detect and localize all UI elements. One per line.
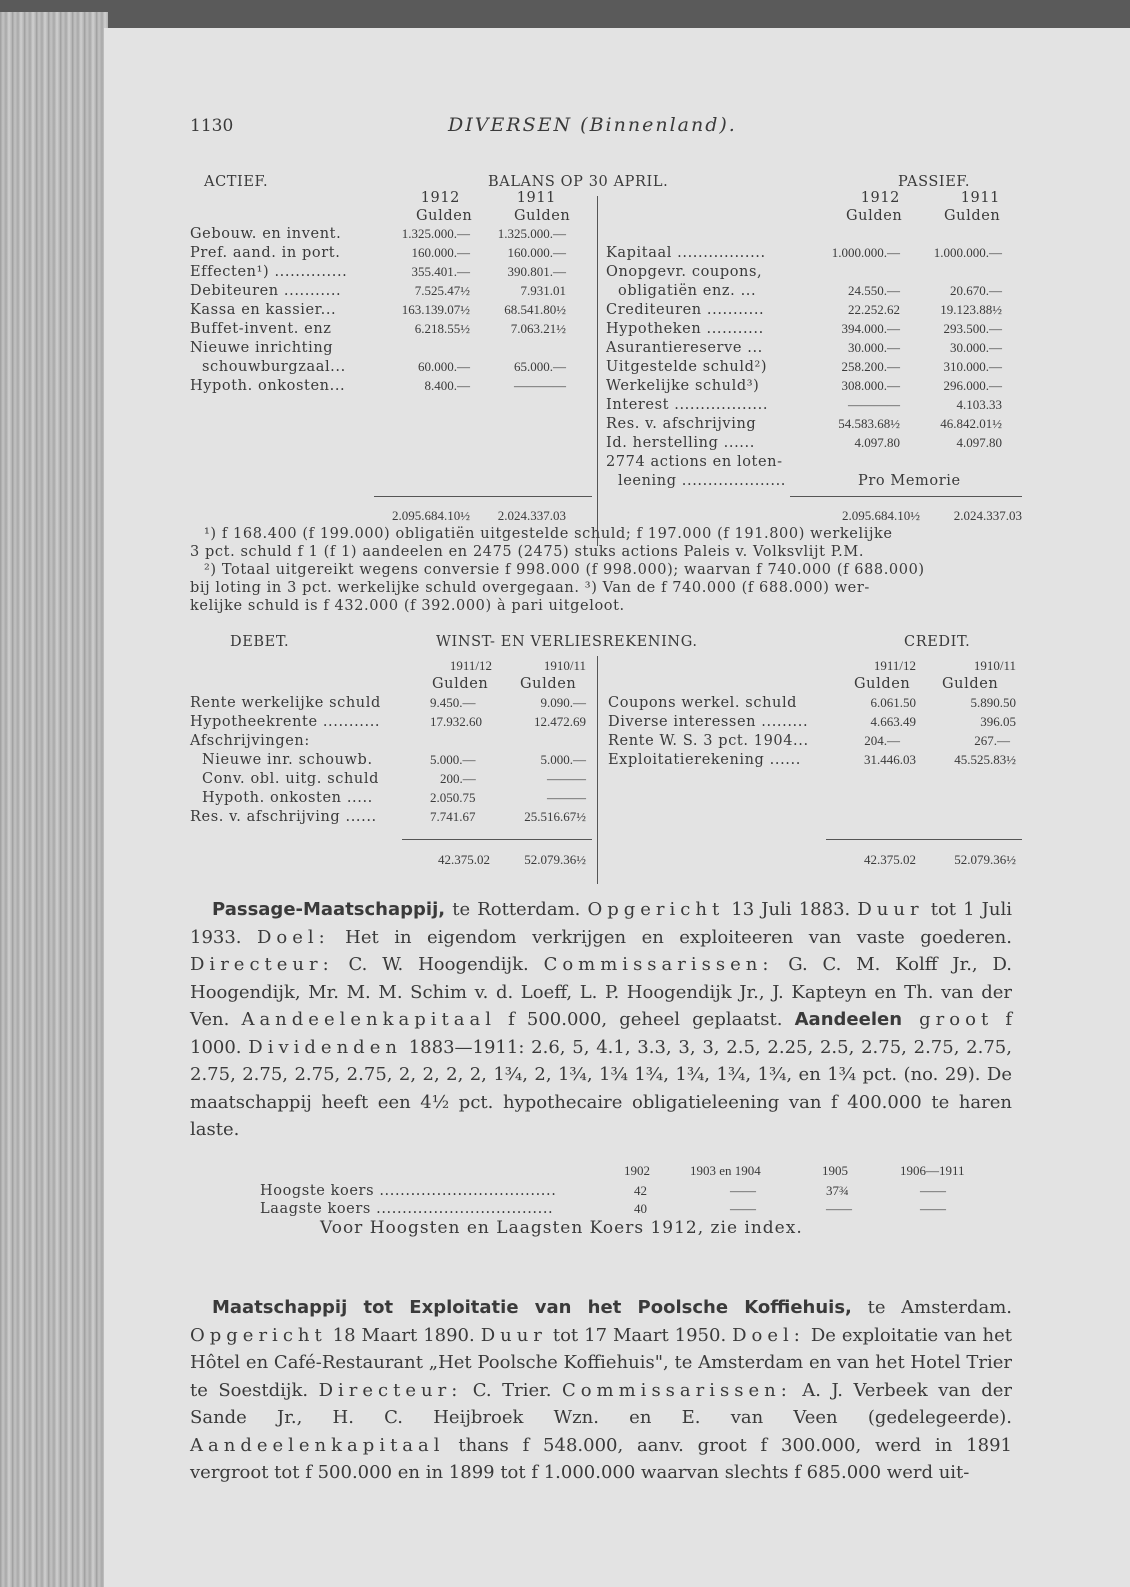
value-1911: 7.931.01 bbox=[520, 283, 566, 298]
value-1912: 1.000.000.— bbox=[831, 245, 900, 260]
text: Het in eigendom verkrijgen en exploiteeren van vaste goederen. bbox=[329, 926, 1012, 948]
value-1911: 1.325.000.— bbox=[497, 226, 566, 241]
text: C. W. Hoogendijk. bbox=[333, 954, 544, 975]
field-key: groot bbox=[902, 1009, 994, 1030]
col-year: 1911/12 bbox=[449, 658, 492, 673]
footnote-line: 3 pct. schuld f 1 (f 1) aandeelen en 2475 (2475) stuks actions Paleis v. Volksvlijt P.M. bbox=[190, 544, 865, 560]
table-row bbox=[190, 771, 1030, 790]
value-1912: 8.400.— bbox=[424, 378, 470, 393]
value-1: 200.— bbox=[440, 771, 476, 786]
koers-value: —— bbox=[920, 1183, 946, 1198]
value-1: 17.932.60 bbox=[430, 714, 482, 729]
table-row bbox=[190, 695, 1030, 714]
entry-passage-maatschappij bbox=[190, 896, 1012, 1144]
field-key: Directeur: bbox=[190, 954, 334, 975]
field-key-bold: Aandeelen bbox=[794, 1009, 903, 1030]
col-year: 1912 bbox=[420, 190, 460, 206]
table-row bbox=[190, 1183, 1030, 1202]
pl-title: WINST- EN VERLIESREKENING. bbox=[436, 634, 698, 650]
value-1: 2.050.75 bbox=[430, 790, 476, 805]
col-year: 1911 bbox=[516, 190, 556, 206]
table-row bbox=[190, 245, 1030, 264]
row-label: Afschrijvingen: bbox=[190, 733, 310, 749]
footnote-line: ¹) f 168.400 (f 199.000) obligatiën uitgestelde schuld; f 197.000 (f 191.800) werkelijke bbox=[204, 526, 893, 542]
koers-value: —— bbox=[730, 1183, 756, 1198]
table-row bbox=[190, 378, 1030, 397]
field-key: Duur bbox=[480, 1324, 547, 1346]
field-key: Aandeelenkapitaal bbox=[190, 1434, 445, 1456]
value-1911: 46.842.01½ bbox=[940, 416, 1002, 431]
value-1912: 6.218.55½ bbox=[414, 321, 470, 336]
row-label: Hoogste koers .................................. bbox=[260, 1183, 557, 1199]
row-label: Hypotheken ........... bbox=[606, 321, 764, 337]
total-actief-1911: 2.024.337.03 bbox=[497, 508, 566, 523]
table-row bbox=[190, 435, 1030, 454]
koers-value: 42 bbox=[634, 1183, 647, 1198]
row-label: Nieuwe inr. schouwb. bbox=[202, 752, 373, 768]
row-label: Rente W. S. 3 pct. 1904... bbox=[608, 733, 809, 749]
koers-value: —— bbox=[730, 1201, 756, 1216]
row-label: Uitgestelde schuld²) bbox=[606, 359, 768, 375]
table-row bbox=[190, 714, 1030, 733]
koers-value: 40 bbox=[634, 1201, 647, 1216]
table-row bbox=[190, 226, 1030, 245]
value-1912: 24.550.— bbox=[848, 283, 900, 298]
row-label: Hypoth. onkosten... bbox=[190, 378, 346, 394]
table-row bbox=[190, 264, 1030, 283]
row-label: Diverse interessen ......... bbox=[608, 714, 809, 730]
total-debet-2: 52.079.36½ bbox=[524, 852, 586, 867]
col-unit: Gulden bbox=[432, 676, 489, 692]
col-unit: Gulden bbox=[942, 676, 999, 692]
total-passief-1911: 2.024.337.03 bbox=[953, 508, 1022, 523]
actief-label: ACTIEF. bbox=[204, 174, 269, 190]
value-1912: 394.000.— bbox=[841, 321, 900, 336]
row-label: Effecten¹) .............. bbox=[190, 264, 348, 280]
value-1912: 163.139.07½ bbox=[401, 302, 470, 317]
value-1912: 60.000.— bbox=[418, 359, 470, 374]
text: tot 1 Juli 1933. bbox=[190, 899, 1012, 948]
value-1911: 19.123.88½ bbox=[940, 302, 1002, 317]
col-unit: Gulden bbox=[854, 676, 911, 692]
row-label: Pref. aand. in port. bbox=[190, 245, 341, 261]
row-label: leening .................... bbox=[618, 473, 786, 489]
row-label: Crediteuren ........... bbox=[606, 302, 765, 318]
row-label: Conv. obl. uitg. schuld bbox=[202, 771, 379, 787]
value-2: 5.000.— bbox=[540, 752, 586, 767]
row-label: Hypotheekrente ........... bbox=[190, 714, 381, 730]
total-passief-1912: 2.095.684.10½ bbox=[842, 508, 920, 523]
value-2: ——— bbox=[547, 771, 586, 786]
value-1911: 65.000.— bbox=[514, 359, 566, 374]
row-label: Kassa en kassier... bbox=[190, 302, 337, 318]
koers-header: 1906—1911 bbox=[900, 1163, 965, 1178]
row-label: Gebouw. en invent. bbox=[190, 226, 342, 242]
field-key: Doel: bbox=[256, 926, 330, 948]
value-1911: 4.097.80 bbox=[956, 435, 1002, 450]
row-label: schouwburgzaal... bbox=[202, 359, 346, 375]
value-2: 5.890.50 bbox=[970, 695, 1016, 710]
row-label: Nieuwe inrichting bbox=[190, 340, 334, 356]
total-rule bbox=[826, 839, 1022, 840]
total-rule bbox=[374, 496, 592, 497]
passief-label: PASSIEF. bbox=[898, 174, 971, 190]
text: A. J. Verbeek van der Sande Jr., H. C. Heijbroek Wzn. en E. van Veen (gedelegeerde). bbox=[190, 1379, 1013, 1428]
text: G. C. M. Kolff Jr., D. Hoogendijk, Mr. M. M. Schim v. d. Loeff, L. P. Hoogendijk Jr., J. Kapteyn en Th. van der Ven. bbox=[190, 954, 1012, 1030]
row-label: Werkelijke schuld³) bbox=[606, 378, 760, 394]
field-key: Aandeelenkapitaal bbox=[241, 1009, 496, 1030]
total-credit-1: 42.375.02 bbox=[864, 852, 916, 867]
col-unit: Gulden bbox=[944, 208, 1001, 224]
credit-label: CREDIT. bbox=[904, 634, 971, 650]
footnote-line: bij loting in 3 pct. werkelijke schuld overgegaan. ³) Van de f 740.000 (f 688.000) wer- bbox=[190, 580, 870, 596]
value-1: 5.000.— bbox=[430, 752, 476, 767]
total-rule bbox=[402, 839, 592, 840]
value-2: 25.516.67½ bbox=[524, 809, 586, 824]
running-title: DIVERSEN (Binnenland). bbox=[448, 114, 737, 136]
koers-value: 37¾ bbox=[826, 1183, 849, 1198]
text: f 500.000, geheel geplaatst. bbox=[495, 1009, 795, 1030]
value-1: 7.741.67 bbox=[430, 809, 476, 824]
koers-note: Voor Hoogsten en Laagsten Koers 1912, zie index. bbox=[320, 1218, 803, 1238]
value-1911: 7.063.21½ bbox=[510, 321, 566, 336]
value-1912: 308.000.— bbox=[841, 378, 900, 393]
field-key: Directeur: bbox=[318, 1379, 463, 1401]
book-page-edges bbox=[0, 12, 108, 1587]
value-1912: ———— bbox=[848, 397, 900, 412]
value-1: 204.— bbox=[864, 733, 900, 748]
value-1: 31.446.03 bbox=[864, 752, 916, 767]
value-1911: 30.000.— bbox=[950, 340, 1002, 355]
table-row bbox=[190, 752, 1030, 771]
value-2: 267.— bbox=[974, 733, 1010, 748]
field-key: Commissarissen: bbox=[543, 954, 774, 975]
row-label: Debiteuren ........... bbox=[190, 283, 342, 299]
value-2: 396.05 bbox=[980, 714, 1016, 729]
koers-header: 1903 en 1904 bbox=[690, 1163, 761, 1178]
col-year: 1910/11 bbox=[543, 658, 586, 673]
col-unit: Gulden bbox=[416, 208, 473, 224]
book-page bbox=[104, 28, 1130, 1587]
row-label: 2774 actions en loten- bbox=[606, 454, 783, 470]
value-1911: 296.000.— bbox=[943, 378, 1002, 393]
value-1: 6.061.50 bbox=[870, 695, 916, 710]
col-year: 1911/12 bbox=[873, 658, 916, 673]
field-key: Dividenden bbox=[248, 1036, 402, 1058]
table-row bbox=[190, 302, 1030, 321]
company-name: Maatschappij tot Exploitatie van het Poolsche Koffiehuis, bbox=[212, 1297, 852, 1318]
table-row bbox=[190, 790, 1030, 809]
company-name: Passage-Maatschappij, bbox=[212, 899, 446, 920]
col-unit: Gulden bbox=[514, 208, 571, 224]
koers-value: —— bbox=[920, 1201, 946, 1216]
value-1911: 4.103.33 bbox=[956, 397, 1002, 412]
table-row bbox=[190, 359, 1030, 378]
row-label: obligatiën enz. ... bbox=[618, 283, 757, 299]
table-row bbox=[190, 454, 1030, 473]
table-row bbox=[190, 809, 1030, 828]
field-key: Doel: bbox=[732, 1324, 805, 1346]
field-key: Opgericht bbox=[587, 899, 725, 920]
value-1912: 30.000.— bbox=[848, 340, 900, 355]
col-year: 1911 bbox=[960, 190, 1000, 206]
row-label: Hypoth. onkosten ..... bbox=[202, 790, 373, 806]
text: 13 Juli 1883. bbox=[724, 899, 858, 920]
table-row bbox=[190, 340, 1030, 359]
value-1911: 160.000.— bbox=[507, 245, 566, 260]
total-actief-1912: 2.095.684.10½ bbox=[392, 508, 470, 523]
field-key: Duur bbox=[857, 899, 924, 920]
table-row bbox=[190, 321, 1030, 340]
value-1912: 355.401.— bbox=[411, 264, 470, 279]
value-2: 45.525.83½ bbox=[954, 752, 1016, 767]
value-1912: 7.525.47½ bbox=[414, 283, 470, 298]
table-row bbox=[190, 416, 1030, 435]
text: tot 17 Maart 1950. bbox=[546, 1324, 733, 1346]
col-unit: Gulden bbox=[846, 208, 903, 224]
balance-title: BALANS OP 30 APRIL. bbox=[488, 174, 669, 190]
row-label: Onopgevr. coupons, bbox=[606, 264, 763, 280]
value-1911: 20.670.— bbox=[950, 283, 1002, 298]
row-label: Laagste koers .................................. bbox=[260, 1201, 554, 1217]
text: 1883—1911: 2.6, 5, 4.1, 3.3, 3, 3, 2.5, 2.25, 2.5, 2.75, 2.75, 2.75, 2.75, 2.75, 2.75, 2.75, 2, 2, 2, 2, 1¾, 2, 1¾, 1¾ 1¾, 1¾, 1¾, 1¾, en 1¾ pct. (no. 29). De maatschappij heeft een 4½ pct. hypothecaire obligatieleening van f 400.000 te haren laste. bbox=[190, 1036, 1012, 1140]
row-label: Exploitatierekening ...... bbox=[608, 752, 801, 768]
koers-header: 1905 bbox=[822, 1163, 848, 1178]
field-key: Opgericht bbox=[190, 1324, 327, 1346]
pro-memorie: Pro Memorie bbox=[858, 473, 961, 489]
entry-poolsche-koffiehuis bbox=[190, 1294, 1012, 1487]
row-label: Res. v. afschrijving bbox=[606, 416, 757, 432]
total-debet-1: 42.375.02 bbox=[438, 852, 490, 867]
row-label: Res. v. afschrijving ...... bbox=[190, 809, 377, 825]
text: f 1000. bbox=[190, 1009, 1012, 1058]
value-1912: 54.583.68½ bbox=[838, 416, 900, 431]
row-label: Asurantiereserve ... bbox=[606, 340, 763, 356]
total-rule bbox=[790, 496, 1022, 497]
value-1911: 390.801.— bbox=[507, 264, 566, 279]
value-1912: 258.200.— bbox=[841, 359, 900, 374]
footnote-line: ²) Totaal uitgereikt wegens conversie f 998.000 (f 998.000); waarvan f 740.000 (f 688.000) bbox=[204, 562, 925, 578]
value-2: 9.090.— bbox=[540, 695, 586, 710]
row-label: Coupons werkel. schuld bbox=[608, 695, 798, 711]
table-row bbox=[190, 473, 1030, 492]
value-1912: 1.325.000.— bbox=[401, 226, 470, 241]
value-1912: 4.097.80 bbox=[854, 435, 900, 450]
total-credit-2: 52.079.36½ bbox=[954, 852, 1016, 867]
text: thans f 548.000, aanv. groot f 300.000, werd in 1891 vergroot tot f 500.000 en in 1899 tot f 1.000.000 waarvan slechts f 685.000 werd uit- bbox=[190, 1434, 1012, 1483]
value-1911: 310.000.— bbox=[943, 359, 1002, 374]
row-label: Interest .................. bbox=[606, 397, 769, 413]
text: C. Trier. bbox=[462, 1379, 562, 1401]
footnote-line: kelijke schuld is f 432.000 (f 392.000) à pari uitgeloot. bbox=[190, 598, 625, 614]
text: te Amsterdam. bbox=[851, 1297, 1012, 1318]
value-1: 9.450.— bbox=[430, 695, 476, 710]
field-key: Commissarissen: bbox=[561, 1379, 792, 1401]
value-1911: 1.000.000.— bbox=[933, 245, 1002, 260]
value-1912: 22.252.62 bbox=[848, 302, 900, 317]
table-row bbox=[190, 283, 1030, 302]
koers-value: —— bbox=[826, 1201, 852, 1216]
value-1911: 68.541.80½ bbox=[504, 302, 566, 317]
text: De exploitatie van het Hôtel en Café-Restaurant „Het Poolsche Koffiehuis", te Amsterdam en van het Hotel Trier te Soestdijk. bbox=[190, 1324, 1012, 1401]
row-label: Id. herstelling ...... bbox=[606, 435, 755, 451]
debet-label: DEBET. bbox=[230, 634, 290, 650]
row-label: Buffet-invent. enz bbox=[190, 321, 332, 337]
row-label: Rente werkelijke schuld bbox=[190, 695, 381, 711]
value-2: ——— bbox=[547, 790, 586, 805]
text: 18 Maart 1890. bbox=[326, 1324, 481, 1346]
value-2: 12.472.69 bbox=[534, 714, 586, 729]
value-1911: ———— bbox=[514, 378, 566, 393]
text: te Rotterdam. bbox=[445, 899, 588, 920]
value-1: 4.663.49 bbox=[870, 714, 916, 729]
col-unit: Gulden bbox=[520, 676, 577, 692]
table-row bbox=[190, 733, 1030, 752]
value-1911: 293.500.— bbox=[943, 321, 1002, 336]
table-row bbox=[190, 397, 1030, 416]
value-1912: 160.000.— bbox=[411, 245, 470, 260]
row-label: Kapitaal ................. bbox=[606, 245, 766, 261]
page-number: 1130 bbox=[190, 116, 234, 136]
koers-header: 1902 bbox=[624, 1163, 650, 1178]
col-year: 1912 bbox=[860, 190, 900, 206]
col-year: 1910/11 bbox=[973, 658, 1016, 673]
